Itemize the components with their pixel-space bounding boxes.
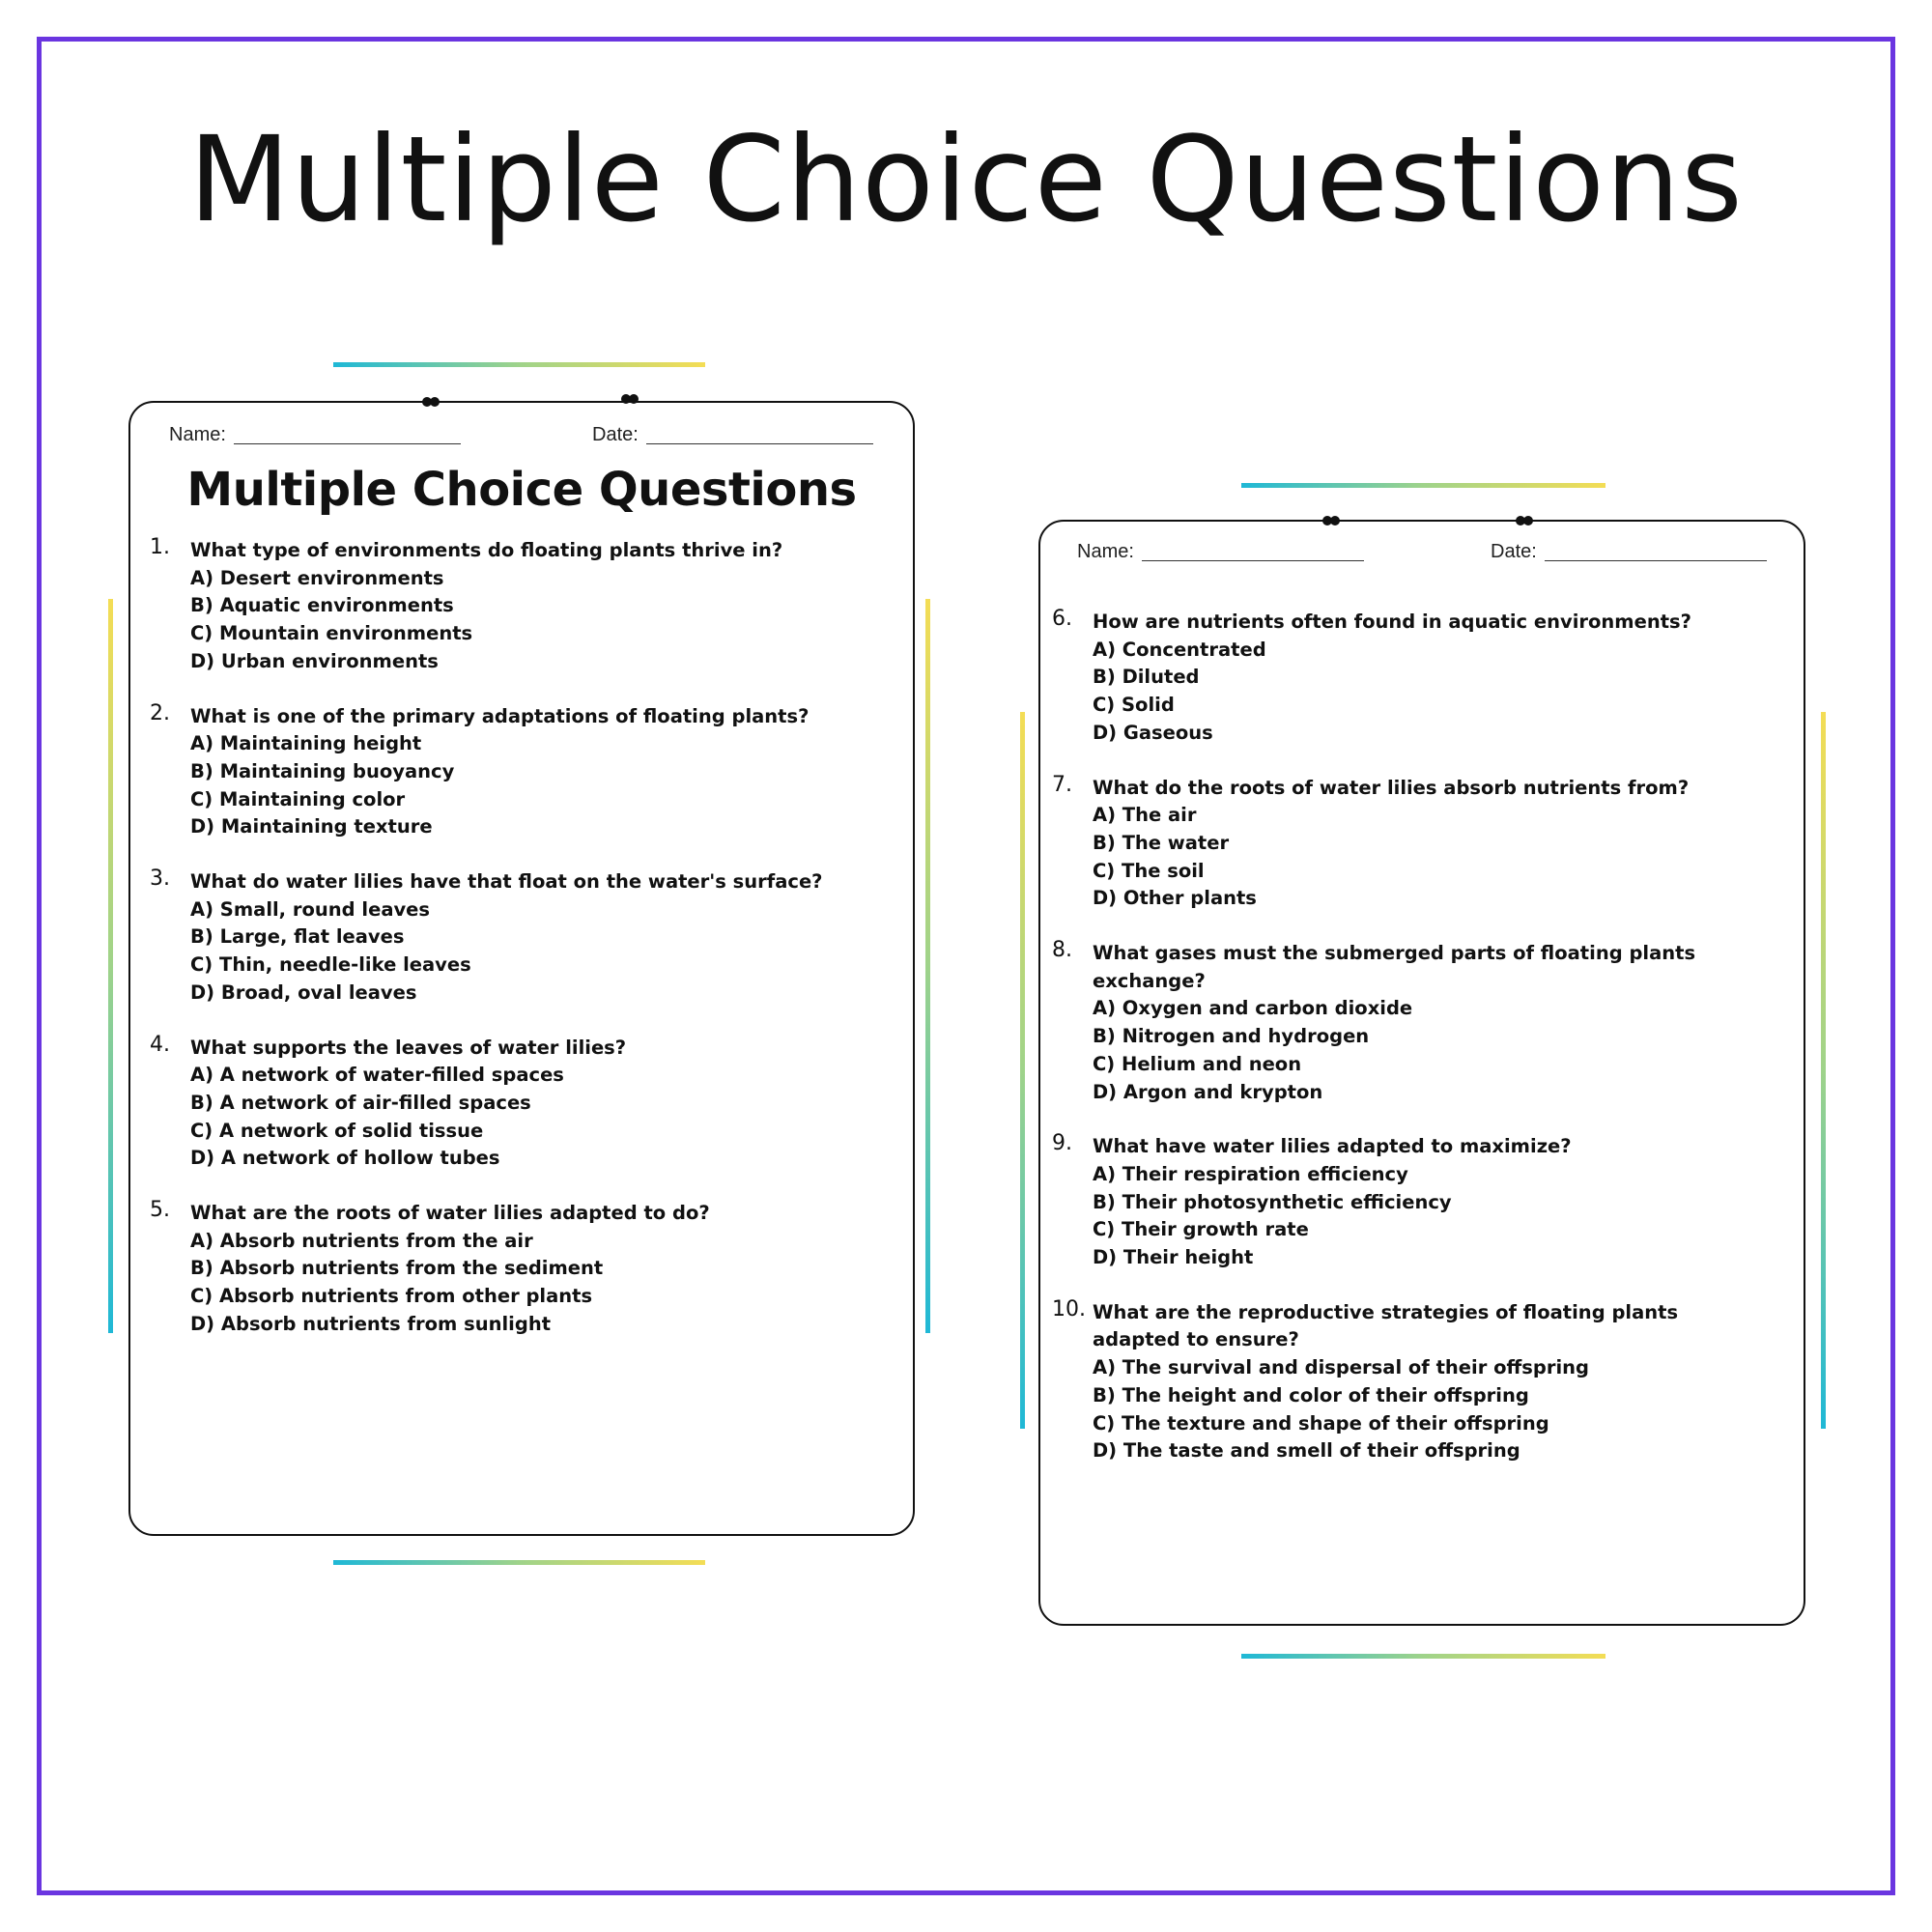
answer-option[interactable]: A) Oxygen and carbon dioxide <box>1093 997 1413 1020</box>
answer-option[interactable]: A) Desert environments <box>190 566 444 589</box>
question-number: 2. <box>150 700 170 725</box>
worksheet-page-2 <box>1038 520 1805 1626</box>
answer-option[interactable]: B) A network of air-filled spaces <box>190 1091 531 1114</box>
question-list <box>150 535 886 1366</box>
answer-option[interactable]: C) A network of solid tissue <box>190 1119 484 1142</box>
date-label: Date: <box>592 424 639 445</box>
binder-ring <box>1322 516 1342 526</box>
question-number: 6. <box>1052 607 1072 631</box>
answer-option[interactable]: B) The water <box>1093 831 1230 854</box>
question-text: What type of environments do floating plants thrive in? <box>190 539 783 561</box>
question-number: 10. <box>1052 1296 1086 1321</box>
answer-option[interactable]: D) Urban environments <box>190 649 439 672</box>
answer-option[interactable]: C) Solid <box>1093 694 1175 717</box>
question-item <box>150 535 886 676</box>
answer-option[interactable]: A) A network of water-filled spaces <box>190 1064 564 1087</box>
answer-option[interactable]: A) The survival and dispersal of their offspring <box>1093 1356 1589 1379</box>
question-item <box>1052 938 1769 1106</box>
answer-option[interactable]: B) Diluted <box>1093 666 1200 689</box>
answer-option[interactable]: B) Their photosynthetic efficiency <box>1093 1190 1452 1213</box>
answer-option[interactable]: D) A network of hollow tubes <box>190 1147 500 1170</box>
answer-option[interactable]: A) The air <box>1093 804 1197 827</box>
decor-line-side-left-a <box>108 599 113 1333</box>
name-label: Name: <box>169 424 226 445</box>
question-text: What do water lilies have that float on the water's surface? <box>190 870 823 894</box>
page-title: Multiple Choice Questions <box>188 111 1744 248</box>
decor-line-bottom-left <box>333 1560 705 1565</box>
question-text: What have water lilies adapted to maximize? <box>1093 1135 1572 1158</box>
date-field[interactable] <box>592 424 873 446</box>
question-number: 7. <box>1052 772 1072 797</box>
name-label: Name: <box>1077 541 1134 562</box>
answer-option[interactable]: D) Maintaining texture <box>190 815 433 838</box>
answer-option[interactable]: C) The soil <box>1093 859 1205 882</box>
answer-option[interactable]: A) Maintaining height <box>190 732 422 755</box>
answer-option[interactable]: A) Their respiration efficiency <box>1093 1162 1408 1185</box>
answer-option[interactable]: B) The height and color of their offspring <box>1093 1383 1529 1406</box>
answer-option[interactable]: D) The taste and smell of their offspring <box>1093 1439 1520 1463</box>
answer-option[interactable]: D) Broad, oval leaves <box>190 980 417 1004</box>
answer-option[interactable]: D) Gaseous <box>1093 721 1213 744</box>
question-number: 5. <box>150 1198 170 1223</box>
answer-option[interactable]: B) Maintaining buoyancy <box>190 759 455 782</box>
question-text: What is one of the primary adaptations of floating plants? <box>190 704 810 727</box>
question-text: What do the roots of water lilies absorb nutrients from? <box>1093 776 1690 799</box>
answer-option[interactable]: B) Nitrogen and hydrogen <box>1093 1025 1370 1048</box>
binder-ring <box>422 397 441 407</box>
answer-option[interactable]: B) Absorb nutrients from the sediment <box>190 1257 604 1280</box>
decor-line-side-left-b <box>925 599 930 1333</box>
question-item <box>150 867 886 1008</box>
answer-option[interactable]: A) Small, round leaves <box>190 897 431 921</box>
question-number: 8. <box>1052 938 1072 963</box>
answer-option[interactable]: B) Aquatic environments <box>190 594 454 617</box>
name-field[interactable] <box>1077 541 1364 563</box>
answer-option[interactable]: A) Absorb nutrients from the air <box>190 1229 533 1252</box>
decor-line-bottom-right <box>1241 1654 1605 1659</box>
answer-option[interactable]: C) The texture and shape of their offspring <box>1093 1411 1549 1435</box>
answer-option[interactable]: C) Mountain environments <box>190 622 473 645</box>
answer-option[interactable]: C) Maintaining color <box>190 787 406 810</box>
question-number: 3. <box>150 867 170 892</box>
question-number: 1. <box>150 535 170 559</box>
date-label: Date: <box>1491 541 1537 562</box>
question-item <box>1052 1296 1769 1465</box>
question-item <box>1052 607 1769 748</box>
question-item <box>1052 772 1769 914</box>
question-item <box>150 1198 886 1339</box>
answer-option[interactable]: C) Absorb nutrients from other plants <box>190 1285 593 1308</box>
answer-option[interactable]: A) Concentrated <box>1093 638 1266 661</box>
answer-option[interactable]: D) Their height <box>1093 1246 1254 1269</box>
answer-option[interactable]: B) Large, flat leaves <box>190 925 405 949</box>
question-text: What gases must the submerged parts of floating plants exchange? <box>1093 942 1696 992</box>
decor-line-side-right-b <box>1821 712 1826 1429</box>
question-item <box>1052 1131 1769 1272</box>
decor-line-top-left <box>333 362 705 367</box>
question-number: 9. <box>1052 1131 1072 1156</box>
decor-line-top-right <box>1241 483 1605 488</box>
question-list <box>1052 607 1769 1492</box>
question-text: What are the reproductive strategies of floating plants adapted to ensure? <box>1093 1300 1679 1351</box>
question-text: What supports the leaves of water lilies? <box>190 1036 627 1059</box>
decor-line-side-right-a <box>1020 712 1025 1429</box>
answer-option[interactable]: C) Thin, needle-like leaves <box>190 953 471 977</box>
answer-option[interactable]: D) Other plants <box>1093 887 1257 910</box>
question-number: 4. <box>150 1032 170 1057</box>
worksheet-title: Multiple Choice Questions <box>186 463 857 517</box>
question-item <box>150 700 886 842</box>
answer-option[interactable]: D) Argon and krypton <box>1093 1080 1323 1103</box>
answer-option[interactable]: D) Absorb nutrients from sunlight <box>190 1312 552 1335</box>
worksheet-page-1 <box>128 401 915 1536</box>
binder-ring <box>621 394 640 404</box>
answer-option[interactable]: C) Helium and neon <box>1093 1052 1302 1075</box>
question-text: How are nutrients often found in aquatic environments? <box>1093 611 1691 633</box>
binder-ring <box>1516 516 1535 526</box>
question-text: What are the roots of water lilies adapted to do? <box>190 1202 710 1225</box>
name-field[interactable] <box>169 424 461 446</box>
answer-option[interactable]: C) Their growth rate <box>1093 1218 1309 1241</box>
question-item <box>150 1032 886 1174</box>
date-field[interactable] <box>1491 541 1767 563</box>
